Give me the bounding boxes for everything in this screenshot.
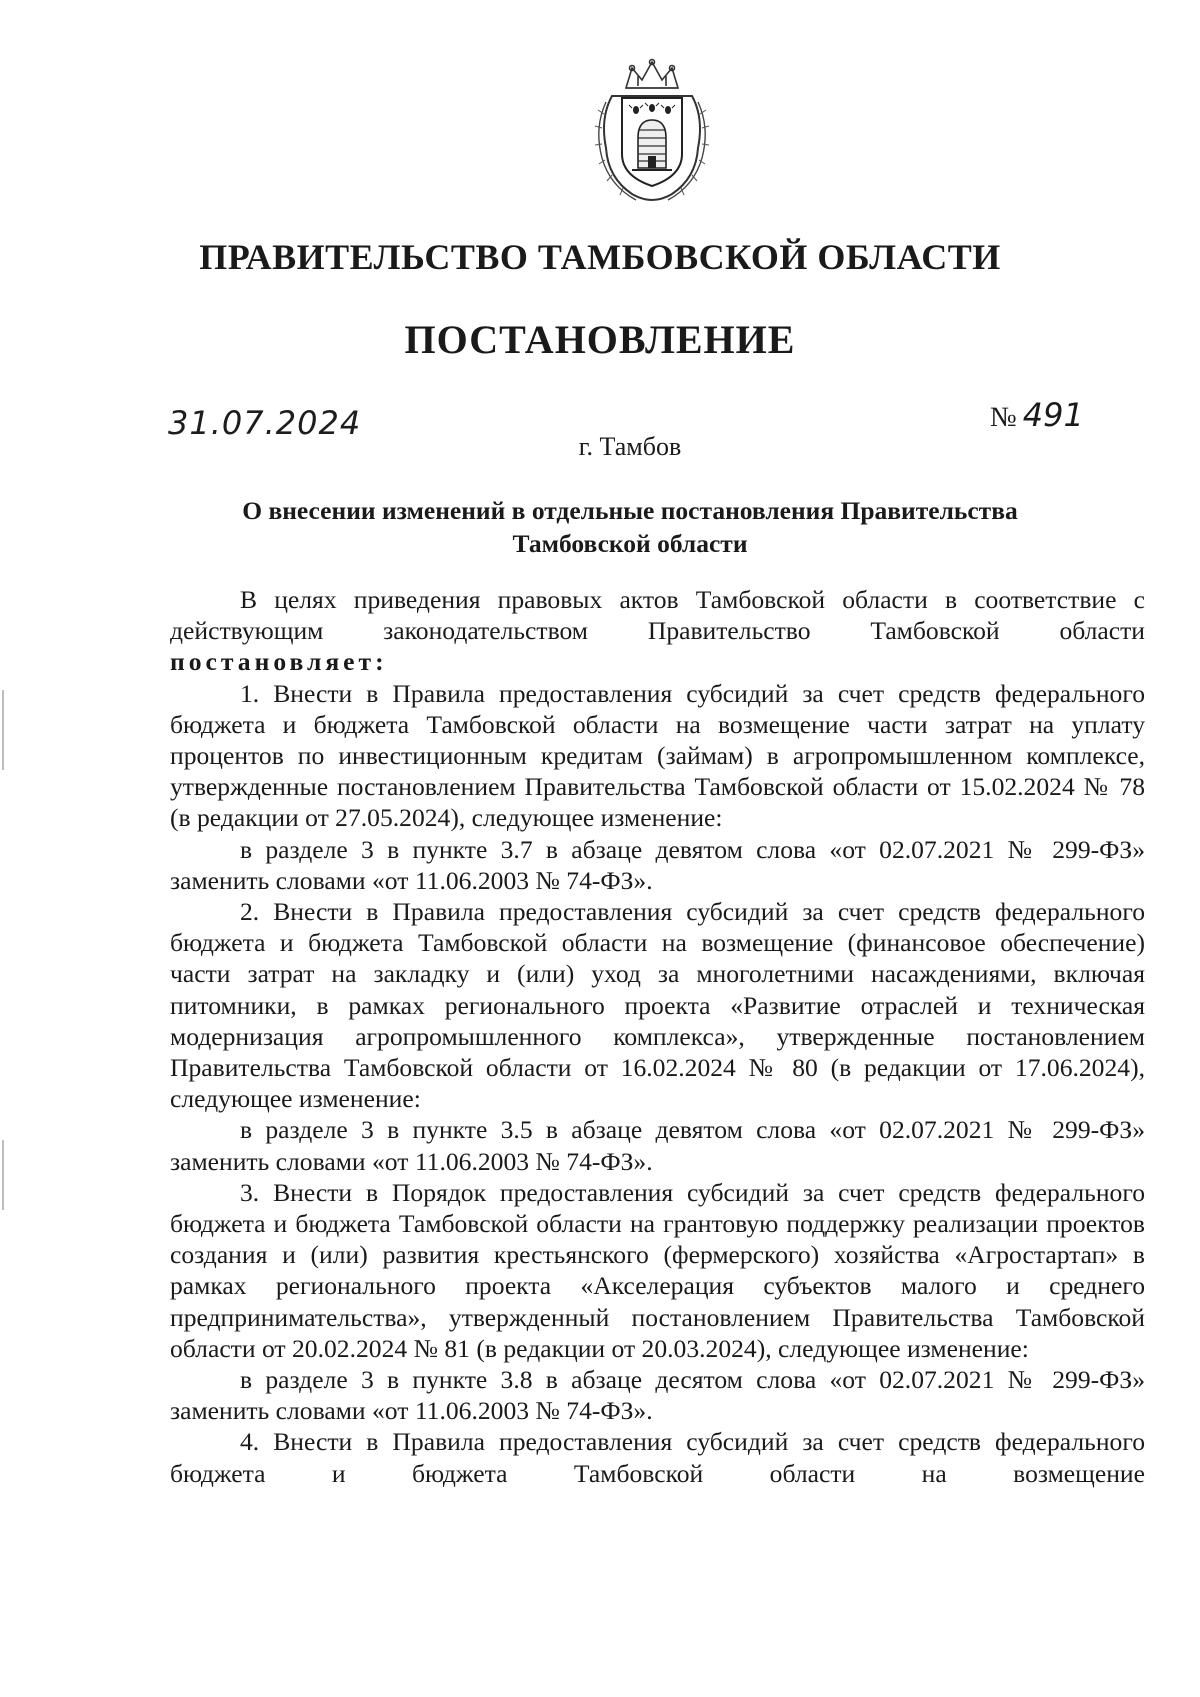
- coat-of-arms-emblem: [592, 58, 712, 210]
- preamble-paragraph: В целях приведения правовых актов Тамбовской области в соответствие с действующим законодательством Правительство Тамбовской области: [170, 585, 1145, 646]
- handwritten-date: 31.07.2024: [168, 404, 362, 442]
- item-3-paragraph: 3. Внести в Порядок предоставления субсидий за счет средств федерального бюджета и бюджета Тамбовской области на грантовую поддержку реализации проектов создания и (или) развития крестьянского (фермерского) хозяйства «Агростартап» в рамках регионального проекта «Акселерация субъектов малого и среднего предпринимательства», утвержденный постановлением Правительства Тамбовской области от 20.02.2024 № 81 (в редакции от 20.03.2024), следующее изменение:: [170, 1177, 1145, 1363]
- item-1-change: в разделе 3 в пункте 3.7 в абзаце девятом слова «от 02.07.2021 № 299-ФЗ» заменить словами «от 11.06.2003 № 74-ФЗ».: [170, 834, 1145, 895]
- item-1-paragraph: 1. Внести в Правила предоставления субсидий за счет средств федерального бюджета и бюджета Тамбовской области на возмещение части затрат на уплату процентов по инвестиционным кредитам (займам) в агропромышленном комплексе, утвержденные постановлением Правительства Тамбовской области от 15.02.2024 № 78 (в редакции от 27.05.2024), следующее изменение:: [170, 678, 1145, 833]
- document-number: [990, 396, 1084, 434]
- item-2-change: в разделе 3 в пункте 3.5 в абзаце девятом слова «от 02.07.2021 № 299-ФЗ» заменить словами «от 11.06.2003 № 74-ФЗ».: [170, 1115, 1145, 1176]
- document-subject: О внесении изменений в отдельные постановления Правительства Тамбовской области: [242, 496, 1018, 558]
- handwritten-number: 491: [1022, 396, 1084, 434]
- scan-artifact: [2, 690, 4, 770]
- city-label: г. Тамбов: [578, 432, 682, 461]
- document-type-title: ПОСТАНОВЛЕНИЕ: [404, 317, 796, 362]
- number-prefix: №: [990, 402, 1017, 433]
- document-body: [170, 584, 1145, 1489]
- item-2-paragraph: 2. Внести в Правила предоставления субсидий за счет средств федерального бюджета и бюджета Тамбовской области на возмещение (финансовое обеспечение) части затрат на закладку и (или) уход за многолетними насаждениями, включая питомники, в рамках регионального проекта «Развитие отраслей и техническая модернизация агропромышленного комплекса», утвержденные постановлением Правительства Тамбовской области от 16.02.2024 № 80 (в редакции от 17.06.2024), следующее изменение:: [170, 897, 1145, 1114]
- resolves-line: [170, 646, 1145, 677]
- item-4-paragraph: 4. Внести в Правила предоставления субсидий за счет средств федерального бюджета и бюджета Тамбовской области на возмещение: [170, 1427, 1145, 1488]
- government-title: ПРАВИТЕЛЬСТВО ТАМБОВСКОЙ ОБЛАСТИ: [199, 237, 1001, 277]
- scan-artifact: [2, 1140, 4, 1210]
- item-3-change: в разделе 3 в пункте 3.8 в абзаце десятом слова «от 02.07.2021 № 299-ФЗ» заменить словами «от 11.06.2003 № 74-ФЗ».: [170, 1365, 1145, 1426]
- resolves-word: постановляет:: [170, 647, 388, 677]
